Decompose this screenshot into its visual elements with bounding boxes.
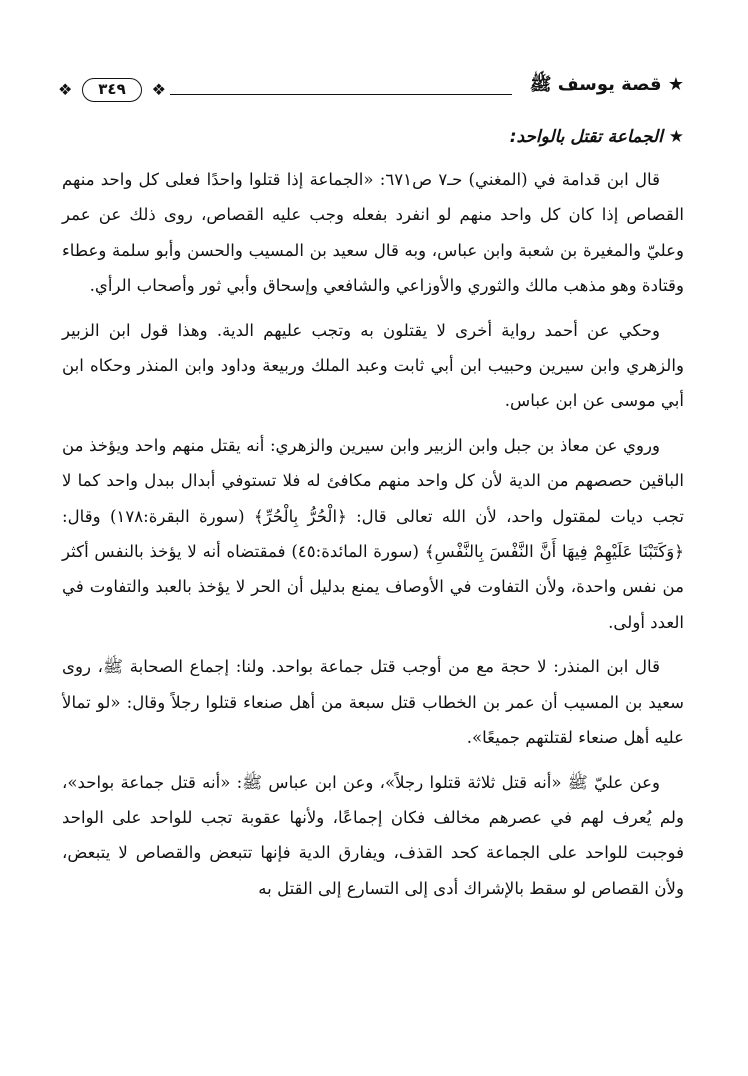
page-number-ornament xyxy=(58,78,166,108)
paragraph-muadh-narration: وروي عن معاذ بن جبل وابن الزبير وابن سيرين والزهري: أنه يقتل منهم واحد ويؤخذ من الباقين حصصهم من الدية لأن كل واحد منهم مكافئ له فلا تستوفي أبدال ببدل واحد كما لا تجب ديات لمقتول واحد، لأن الله تعالى قال: ﴿الْحُرُّ بِالْحُرِّ﴾ (سورة البقرة:١٧٨) وقال: ﴿وَكَتَبْنَا عَلَيْهِمْ فِيهَا أَنَّ النَّفْسَ بِالنَّفْسِ﴾ (سورة المائدة:٤٥) فمقتضاه أنه لا يؤخذ بالنفس أكثر من نفس واحدة، ولأن التفاوت في الأوصاف يمنع بدليل أن الحر لا يؤخذ بالعبد والتفاوت في العدد أولى. xyxy=(62,435,684,632)
section-heading: ★ الجماعة تقتل بالواحد: xyxy=(509,127,684,147)
page-number: ٣٤٩ xyxy=(82,78,142,102)
ornament-right-icon: ❖ xyxy=(151,80,166,99)
paragraph-ibn-qudama: قال ابن قدامة في (المغني) حـ٧ ص٦٧١: «الجماعة إذا قتلوا واحدًا فعلى كل واحد منهم القصاص إذا كان كل واحد منهم لو انفرد بفعله وجب عليه القصاص، روى ذلك عن عمر وعليّ والمغيرة بن شعبة وابن عباس، وبه قال سعيد بن المسيب والحسن وأبو سلمة وعطاء وقتادة وهو مذهب مالك والثوري والأوزاعي والشافعي وإسحاق وأبي ثور وأصحاب الرأي. xyxy=(62,170,684,296)
page-body xyxy=(62,122,684,915)
paragraph-ahmad-narration: وحكي عن أحمد رواية أخرى لا يقتلون به وتجب عليهم الدية. وهذا قول ابن الزبير والزهري وابن سيرين وحبيب ابن أبي ثابت وعبد الملك وربيعة وداود وابن المنذر وحكاه ابن أبي موسى عن ابن عباس. xyxy=(62,320,684,411)
paragraph-ali-narration: وعن عليّ ﷺ «أنه قتل ثلاثة قتلوا رجلاً»، وعن ابن عباس ﷺ: «أنه قتل جماعة بواحد»، ولم يُعرف لهم في عصرهم مخالف فكان إجماعًا، ولأنها عقوبة تجب للواحد على الواحد فوجبت للواحد على الجماعة كحد القذف، ويفارق الدية فإنها تتبعض والقصاص لا يتبعض، ولأن القصاص لو سقط بالإشراك أدى إلى التسارع إلى القتل به xyxy=(62,772,684,898)
header-rule xyxy=(170,94,512,95)
ornament-left-icon: ❖ xyxy=(58,80,73,99)
paragraph-ibn-al-mundhir: قال ابن المنذر: لا حجة مع من أوجب قتل جماعة بواحد. ولنا: إجماع الصحابة ﷺ، روى سعيد بن المسيب أن عمر بن الخطاب قتل سبعة من أهل صنعاء قتلوا رجلاً وقال: «لو تمالأ عليه أهل صنعاء لقتلتهم جميعًا». xyxy=(62,657,684,748)
running-title: ★ قصة يوسف ﷺ xyxy=(529,74,684,95)
page-header xyxy=(58,72,684,106)
